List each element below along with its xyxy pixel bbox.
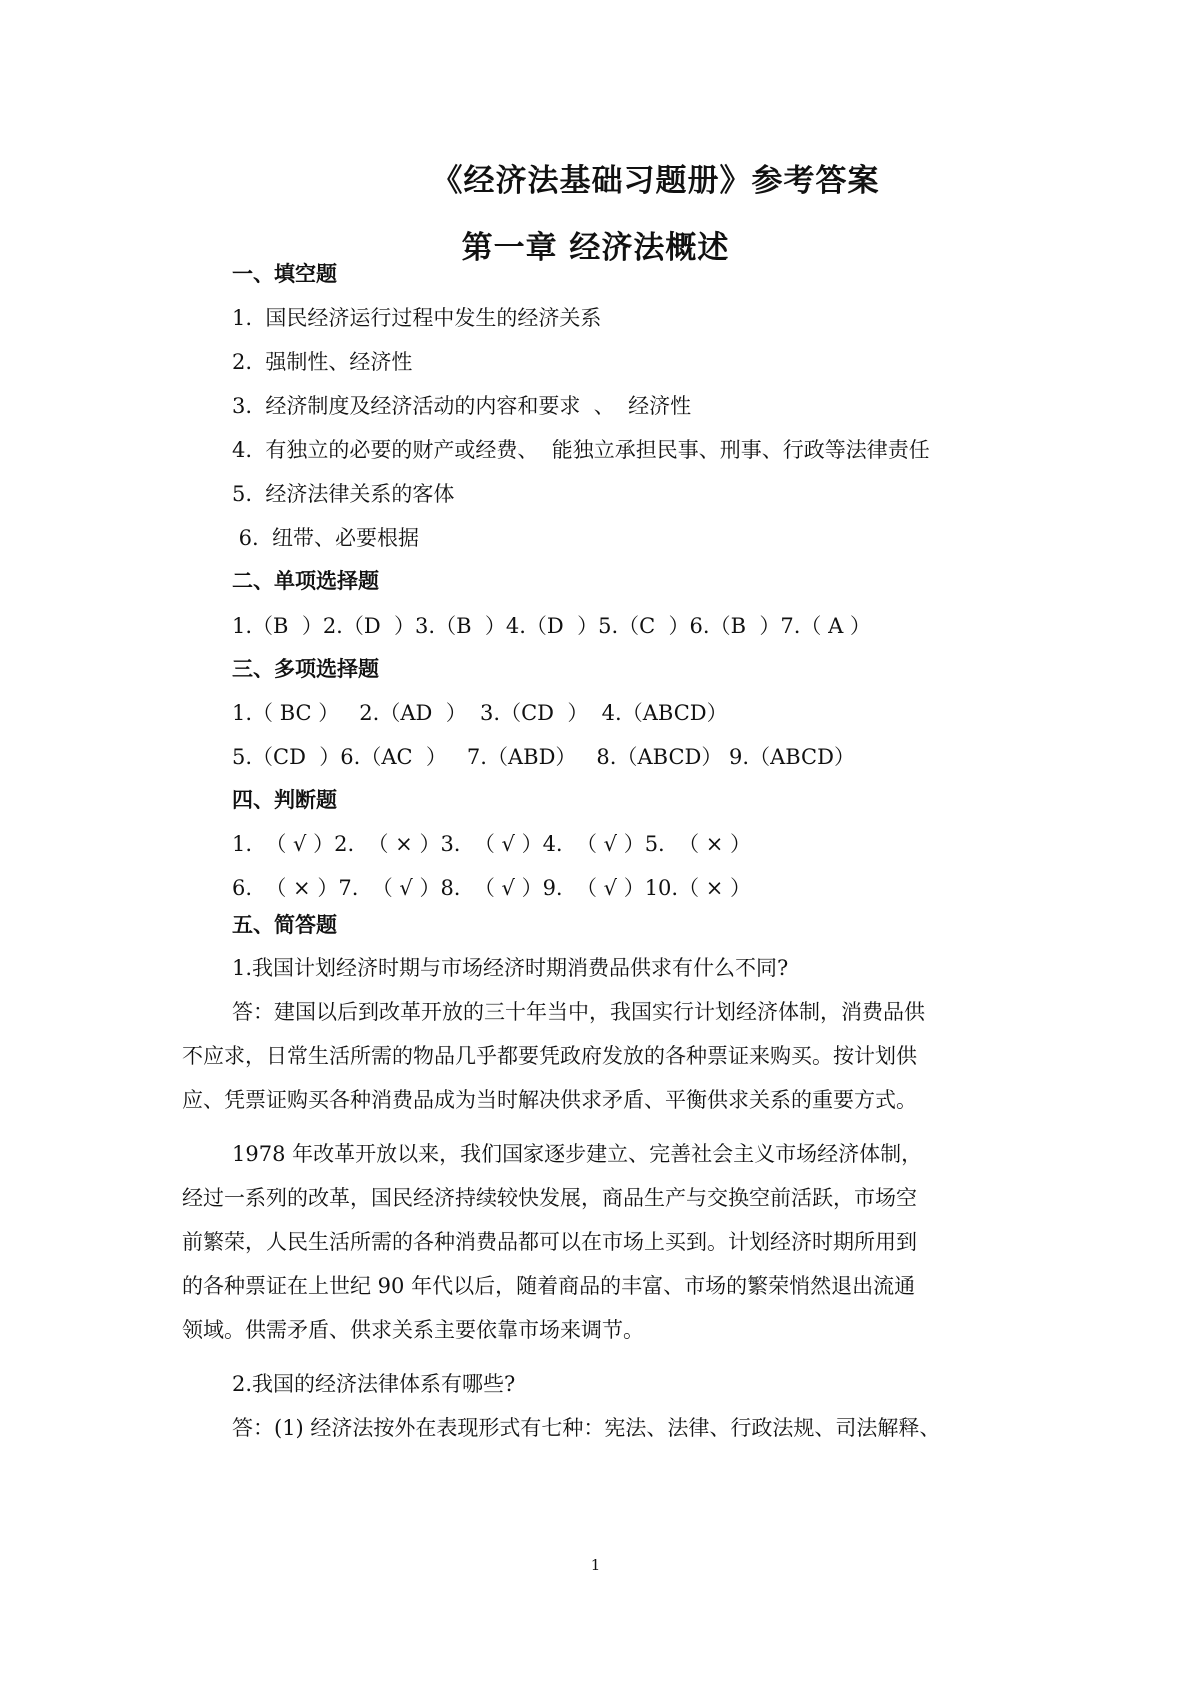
short-answer-paragraph-line: 领域。供需矛盾、供求关系主要依靠市场来调节。 bbox=[182, 1318, 644, 1342]
fill-blank-answer: 6. 纽带、必要根据 bbox=[232, 526, 420, 550]
multi-choice-answers: 5.（CD ）6.（AC ） 7.（ABD） 8.（ABCD） 9.（ABCD） bbox=[232, 745, 855, 769]
short-answer-question-2: 2.我国的经济法律体系有哪些? bbox=[232, 1372, 516, 1396]
fill-blank-answer: 4. 有独立的必要的财产或经费、 能独立承担民事、刑事、行政等法律责任 bbox=[232, 438, 930, 462]
chapter-title: 第一章 经济法概述 bbox=[461, 230, 730, 266]
section-heading-short-answer: 五、简答题 bbox=[232, 913, 337, 937]
document-title: 《经济法基础习题册》参考答案 bbox=[431, 163, 880, 199]
fill-blank-answer: 1. 国民经济运行过程中发生的经济关系 bbox=[232, 306, 602, 330]
short-answer-paragraph-line: 答：(1) 经济法按外在表现形式有七种：宪法、法律、行政法规、司法解释、 bbox=[232, 1416, 941, 1440]
true-false-answers: 6. （ × ）7. （ √ ）8. （ √ ）9. （ √ ）10.（ × ） bbox=[232, 876, 752, 900]
multi-choice-answers: 1.（ BC ） 2.（AD ） 3.（CD ） 4.（ABCD） bbox=[232, 701, 728, 725]
short-answer-paragraph-line: 的各种票证在上世纪 90 年代以后，随着商品的丰富、市场的繁荣悄然退出流通 bbox=[182, 1274, 916, 1298]
section-heading-fill-blank: 一、填空题 bbox=[232, 262, 337, 286]
section-heading-true-false: 四、判断题 bbox=[232, 788, 337, 812]
fill-blank-answer: 5. 经济法律关系的客体 bbox=[232, 482, 455, 506]
short-answer-paragraph-line: 经过一系列的改革，国民经济持续较快发展，商品生产与交换空前活跃，市场空 bbox=[182, 1186, 917, 1210]
section-heading-single-choice: 二、单项选择题 bbox=[232, 569, 379, 593]
fill-blank-answer: 2. 强制性、经济性 bbox=[232, 350, 413, 374]
short-answer-question-1: 1.我国计划经济时期与市场经济时期消费品供求有什么不同? bbox=[232, 956, 789, 980]
fill-blank-answer: 3. 经济制度及经济活动的内容和要求 、 经济性 bbox=[232, 394, 692, 418]
short-answer-paragraph-line: 答：建国以后到改革开放的三十年当中，我国实行计划经济体制，消费品供 bbox=[232, 1000, 925, 1024]
short-answer-paragraph-line: 1978 年改革开放以来，我们国家逐步建立、完善社会主义市场经济体制， bbox=[232, 1142, 923, 1166]
short-answer-paragraph-line: 前繁荣，人民生活所需的各种消费品都可以在市场上买到。计划经济时期所用到 bbox=[182, 1230, 917, 1254]
single-choice-answers: 1.（B ）2.（D ）3.（B ）4.（D ）5.（C ）6.（B ）7.（ A ） bbox=[232, 614, 871, 638]
true-false-answers: 1. （ √ ）2. （ × ）3. （ √ ）4. （ √ ）5. （ × ） bbox=[232, 832, 752, 856]
section-heading-multi-choice: 三、多项选择题 bbox=[232, 657, 379, 681]
page-number: 1 bbox=[590, 1556, 601, 1574]
short-answer-paragraph-line: 应、凭票证购买各种消费品成为当时解决供求矛盾、平衡供求关系的重要方式。 bbox=[182, 1088, 917, 1112]
short-answer-paragraph-line: 不应求，日常生活所需的物品几乎都要凭政府发放的各种票证来购买。按计划供 bbox=[182, 1044, 917, 1068]
